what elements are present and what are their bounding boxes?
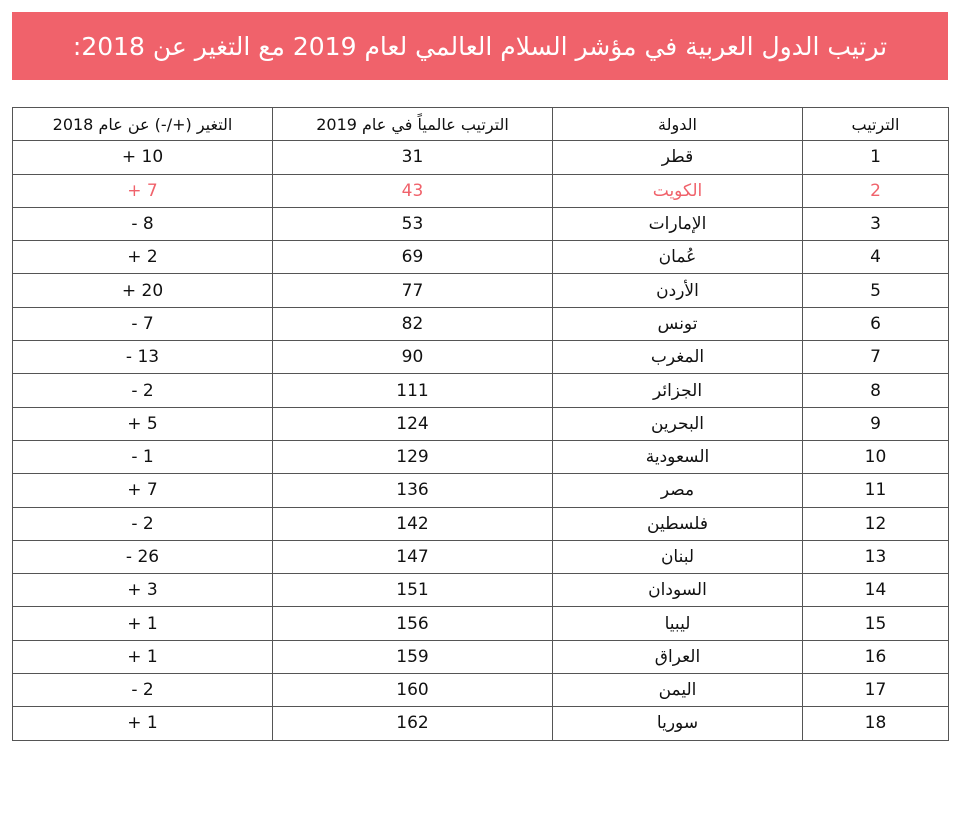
cell-change: 2 - <box>13 374 273 407</box>
table-row <box>13 407 949 440</box>
cell-country: قطر <box>553 141 803 174</box>
cell-country: الكويت <box>553 174 803 207</box>
cell-change: 2 + <box>13 241 273 274</box>
table-row <box>13 174 949 207</box>
table-header-row <box>13 108 949 141</box>
table-row <box>13 607 949 640</box>
table-row <box>13 574 949 607</box>
cell-global-rank: 111 <box>273 374 553 407</box>
header-rank: الترتيب <box>803 108 949 141</box>
cell-global-rank: 151 <box>273 574 553 607</box>
header-change: التغير (+/-) عن عام 2018 <box>13 108 273 141</box>
cell-global-rank: 156 <box>273 607 553 640</box>
cell-change: 7 + <box>13 474 273 507</box>
cell-country: تونس <box>553 307 803 340</box>
cell-global-rank: 124 <box>273 407 553 440</box>
cell-change: 3 + <box>13 574 273 607</box>
cell-global-rank: 162 <box>273 707 553 740</box>
cell-change: 2 - <box>13 674 273 707</box>
cell-rank: 5 <box>803 274 949 307</box>
cell-country: الجزائر <box>553 374 803 407</box>
cell-country: فلسطين <box>553 507 803 540</box>
cell-change: 20 + <box>13 274 273 307</box>
cell-global-rank: 136 <box>273 474 553 507</box>
cell-rank: 15 <box>803 607 949 640</box>
cell-rank: 13 <box>803 540 949 573</box>
table-row <box>13 374 949 407</box>
cell-change: 1 + <box>13 640 273 673</box>
cell-rank: 7 <box>803 341 949 374</box>
table-row <box>13 141 949 174</box>
ranking-table <box>12 107 949 741</box>
cell-change: 5 + <box>13 407 273 440</box>
cell-change: 7 + <box>13 174 273 207</box>
cell-rank: 2 <box>803 174 949 207</box>
table-row <box>13 674 949 707</box>
cell-rank: 8 <box>803 374 949 407</box>
cell-global-rank: 53 <box>273 207 553 240</box>
cell-rank: 3 <box>803 207 949 240</box>
cell-global-rank: 129 <box>273 440 553 473</box>
cell-global-rank: 82 <box>273 307 553 340</box>
cell-country: البحرين <box>553 407 803 440</box>
cell-change: 2 - <box>13 507 273 540</box>
cell-global-rank: 77 <box>273 274 553 307</box>
cell-global-rank: 160 <box>273 674 553 707</box>
cell-rank: 1 <box>803 141 949 174</box>
header-country: الدولة <box>553 108 803 141</box>
header-global-rank: الترتيب عالمياً في عام 2019 <box>273 108 553 141</box>
cell-rank: 16 <box>803 640 949 673</box>
table-row <box>13 707 949 740</box>
table-row <box>13 474 949 507</box>
cell-rank: 6 <box>803 307 949 340</box>
cell-global-rank: 147 <box>273 540 553 573</box>
cell-change: 1 - <box>13 440 273 473</box>
cell-global-rank: 159 <box>273 640 553 673</box>
table-row <box>13 207 949 240</box>
cell-change: 13 - <box>13 341 273 374</box>
cell-country: السعودية <box>553 440 803 473</box>
cell-country: ليبيا <box>553 607 803 640</box>
cell-global-rank: 142 <box>273 507 553 540</box>
cell-global-rank: 31 <box>273 141 553 174</box>
cell-rank: 18 <box>803 707 949 740</box>
cell-rank: 11 <box>803 474 949 507</box>
cell-country: مصر <box>553 474 803 507</box>
cell-change: 26 - <box>13 540 273 573</box>
cell-country: الأردن <box>553 274 803 307</box>
table-row <box>13 640 949 673</box>
table-body <box>13 141 949 740</box>
cell-country: المغرب <box>553 341 803 374</box>
cell-country: السودان <box>553 574 803 607</box>
table-row <box>13 341 949 374</box>
cell-country: سوريا <box>553 707 803 740</box>
title-banner <box>12 12 948 80</box>
cell-rank: 12 <box>803 507 949 540</box>
cell-country: لبنان <box>553 540 803 573</box>
table-row <box>13 241 949 274</box>
cell-country: عُمان <box>553 241 803 274</box>
cell-global-rank: 43 <box>273 174 553 207</box>
cell-change: 8 - <box>13 207 273 240</box>
table-row <box>13 307 949 340</box>
cell-global-rank: 69 <box>273 241 553 274</box>
cell-change: 1 + <box>13 607 273 640</box>
cell-change: 7 - <box>13 307 273 340</box>
ranking-table-container <box>12 107 948 741</box>
cell-rank: 4 <box>803 241 949 274</box>
cell-rank: 14 <box>803 574 949 607</box>
page-title: ترتيب الدول العربية في مؤشر السلام العالمي لعام 2019 مع التغير عن 2018: <box>72 31 888 61</box>
table-row <box>13 274 949 307</box>
cell-rank: 10 <box>803 440 949 473</box>
cell-country: العراق <box>553 640 803 673</box>
cell-change: 1 + <box>13 707 273 740</box>
cell-change: 10 + <box>13 141 273 174</box>
cell-global-rank: 90 <box>273 341 553 374</box>
cell-rank: 17 <box>803 674 949 707</box>
cell-country: الإمارات <box>553 207 803 240</box>
table-row <box>13 440 949 473</box>
cell-country: اليمن <box>553 674 803 707</box>
cell-rank: 9 <box>803 407 949 440</box>
table-row <box>13 507 949 540</box>
table-row <box>13 540 949 573</box>
